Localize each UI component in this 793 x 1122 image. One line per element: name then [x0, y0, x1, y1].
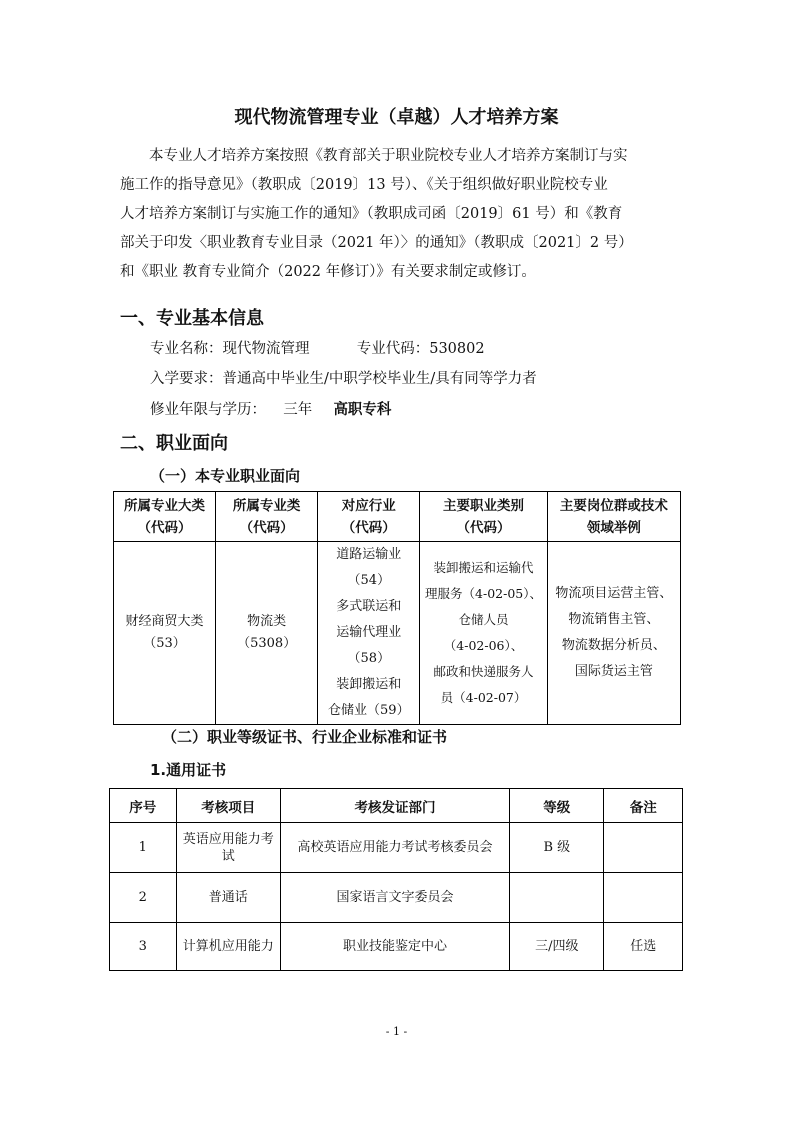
section-heading-basic-info: 一、专业基本信息 — [120, 308, 264, 329]
subsection-heading-certificates: （二）职业等级证书、行业企业标准和证书 — [162, 728, 448, 746]
intro-line: 部关于印发〈职业教育专业目录（2021 年）〉的通知》（教职成〔2021〕2 号） — [120, 235, 633, 251]
table-header-row — [114, 492, 681, 542]
intro-line: 本专业人才培养方案按照《教育部关于职业院校专业人才培养方案制订与实 — [149, 148, 628, 164]
duration-label: 修业年限与学历： — [150, 402, 266, 418]
certificate-table — [109, 788, 683, 971]
table-cell: 高校英语应用能力考试考核委员会 — [280, 823, 509, 873]
intro-line: 和《职业 教育专业简介（2022 年修订）》有关要求制定或修订。 — [120, 264, 536, 280]
admission-requirement: 入学要求：普通高中毕业生/中职学校毕业生/具有同等学力者 — [150, 371, 537, 387]
duration-value: 三年 — [283, 402, 313, 418]
header-cell: 主要岗位群或技术 领域举例 — [547, 492, 680, 542]
table-row — [114, 542, 681, 725]
header-cell: 所属专业类 （代码） — [216, 492, 318, 542]
table-cell — [604, 873, 683, 923]
table-cell: 三/四级 — [510, 923, 604, 971]
header-cell: 考核项目 — [176, 789, 280, 823]
table-header-row — [110, 789, 683, 823]
table-cell: 职业技能鉴定中心 — [280, 923, 509, 971]
table-cell: 任选 — [604, 923, 683, 971]
table-cell: 国家语言文字委员会 — [280, 873, 509, 923]
subsection-heading-general-certificates: 1.通用证书 — [150, 761, 227, 779]
section-heading-career: 二、职业面向 — [120, 433, 228, 454]
page-number: - 1 - — [385, 1025, 408, 1038]
intro-line: 人才培养方案制订与实施工作的通知》（教职成司函〔2019〕61 号）和《教育 — [120, 206, 623, 222]
intro-paragraph — [120, 142, 675, 287]
table-row — [110, 873, 683, 923]
table-cell: 物流项目运营主管、 物流销售主管、 物流数据分析员、 国际货运主管 — [547, 542, 680, 725]
header-cell: 所属专业大类 （代码） — [114, 492, 216, 542]
table-cell: B 级 — [510, 823, 604, 873]
table-cell — [510, 873, 604, 923]
table-cell: 道路运输业 （54） 多式联运和 运输代理业 （58） 装卸搬运和 仓储业（59） — [318, 542, 420, 725]
table-row — [110, 923, 683, 971]
header-cell: 备注 — [604, 789, 683, 823]
degree: 高职专科 — [333, 402, 392, 418]
table-cell: 2 — [110, 873, 177, 923]
major-name: 专业名称：现代物流管理 — [150, 341, 310, 357]
subsection-heading-career: （一）本专业职业面向 — [150, 467, 301, 485]
table-cell: 计算机应用能力 — [176, 923, 280, 971]
major-info-line — [150, 337, 485, 358]
table-cell: 装卸搬运和运输代 理服务（4-02-05）、 仓储人员 （4-02-06）、 邮政和快递服务人 员（4-02-07） — [420, 542, 547, 725]
table-cell: 财经商贸大类 （53） — [114, 542, 216, 725]
header-cell: 等级 — [510, 789, 604, 823]
header-cell: 序号 — [110, 789, 177, 823]
table-cell: 1 — [110, 823, 177, 873]
header-cell: 对应行业 （代码） — [318, 492, 420, 542]
table-cell — [604, 823, 683, 873]
table-cell: 英语应用能力考 试 — [176, 823, 280, 873]
document-title: 现代物流管理专业（卓越）人才培养方案 — [234, 107, 559, 128]
table-cell: 普通话 — [176, 873, 280, 923]
table-row — [110, 823, 683, 873]
career-table — [113, 491, 681, 725]
duration-line — [150, 398, 391, 419]
header-cell: 考核发证部门 — [280, 789, 509, 823]
intro-line: 施工作的指导意见》（教职成〔2019〕13 号）、《关于组织做好职业院校专业 — [120, 177, 608, 193]
header-cell: 主要职业类别 （代码） — [420, 492, 547, 542]
table-cell: 物流类 （5308） — [216, 542, 318, 725]
major-code: 专业代码：530802 — [356, 341, 485, 357]
table-cell: 3 — [110, 923, 177, 971]
